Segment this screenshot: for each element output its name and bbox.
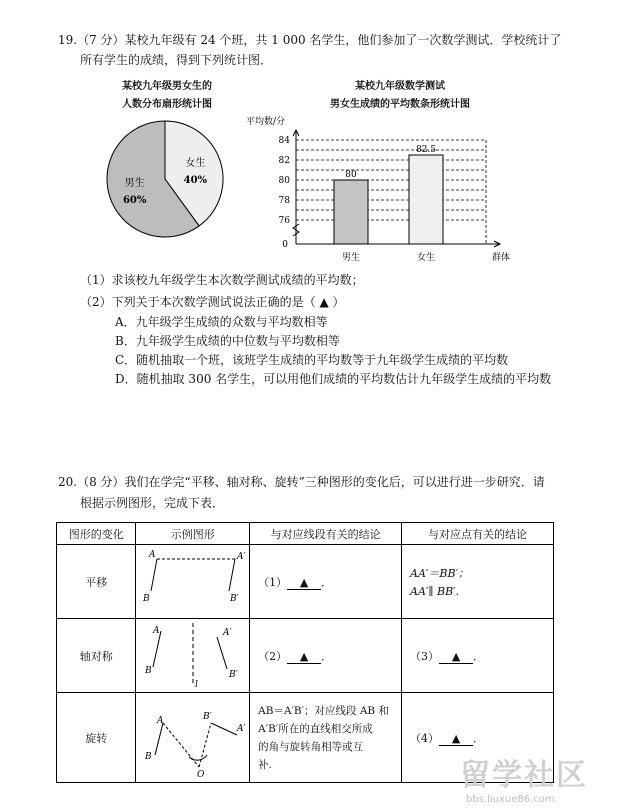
blank-1-prefix: （1） [258,575,288,589]
label-l: l [194,680,198,689]
watermark-logo-text: 留学社区 [460,758,588,793]
y-tick-label: 78 [278,196,290,206]
segment-conclusion-rotation [250,693,402,783]
rotation-text-line4: 补. [258,758,272,771]
label-B: B [144,752,152,762]
q19-sub1: （1）求该校九年级学生本次数学测试成绩的平均数； [80,273,364,287]
transform-table [56,522,554,783]
q19-option-c: C．随机抽取一个班，该班学生成绩的平均数等于九年级学生成绩的平均数 [115,353,509,367]
bar-title-line2: 男女生成绩的平均数条形统计图 [330,99,470,110]
pie-slice-name: 男生 [124,177,145,189]
y-tick-label: 76 [278,216,290,226]
bar-boys [334,180,368,244]
q19-sub2: （2）下列关于本次数学测试说法正确的是（ ▲ ） [80,295,345,309]
q20-stem-line2: 根据示例图形，完成下表． [80,496,225,510]
x-tick-label: 男生 [341,253,361,263]
pie-slice-percent: 60% [122,194,147,206]
label-A: A [156,716,164,726]
figure-reflection [136,619,250,693]
y-tick-label: 82 [278,156,290,166]
header-example-figure: 示例图形 [136,523,250,545]
label-A-prime: A′ [222,628,232,638]
label-B: B [142,594,150,604]
segment-conclusion-translation [250,545,402,619]
answer-blank-2[interactable]: ▲ [287,650,321,664]
bar-girls [409,155,443,244]
label-B-prime: B′ [202,712,212,722]
q19-option-d: D．随机抽取 300 名学生，可以用他们成绩的平均数估计九年级学生成绩的平均数 [115,372,552,386]
segment-conclusion-reflection [250,619,402,693]
rotation-figure [137,693,249,779]
q19-option-b: B．九年级学生成绩的中位数与平均数相等 [115,334,340,348]
period: ． [473,731,485,745]
point-conclusion-reflection [402,619,554,693]
q20-stem-line1: 20.（8 分）我们在学完“平移、轴对称、旋转”三种图形的变化后，可以进行进一步研究．请 [58,475,545,489]
table-row [57,545,554,619]
pie-slice-name: 女生 [185,158,206,170]
header-transform: 图形的变化 [57,523,136,545]
bar-value-label: 80 [345,170,357,180]
blank-3-prefix: （3） [410,649,440,663]
translation-figure [137,545,249,615]
label-B: B [144,666,152,676]
bar-title-line1: 某校九年级数学测试 [355,81,445,92]
figure-rotation [136,693,250,783]
label-A: A [148,550,156,560]
point-conclusion-line2: AA′∥ BB′. [410,585,460,598]
period: ． [473,649,485,663]
pie-chart [100,112,230,246]
label-B-prime: B′ [229,594,239,604]
label-A-prime: A′ [236,552,246,562]
blank-4-prefix: （4） [410,731,440,745]
pie-slice-percent: 40% [183,175,208,187]
row-name-rotation: 旋转 [57,693,136,783]
pie-title-line1: 某校九年级男女生的 [122,81,212,92]
header-segment-conclusion: 与对应线段有关的结论 [250,523,402,545]
rotation-text-line1: AB＝A′B′；对应线段 AB 和 [258,704,389,717]
x-axis-label: 群体 [492,253,511,263]
y-tick-label: 80 [278,176,290,186]
period: ． [321,575,333,589]
row-name-reflection: 轴对称 [57,619,136,693]
y-axis-label: 平均数/分 [246,117,286,127]
rotation-text-line3: 的角与旋转角相等或互 [258,740,364,753]
reflection-figure [137,619,249,689]
figure-translation [136,545,250,619]
pie-title-line2: 人数分布扇形统计图 [122,99,212,110]
blank-2-prefix: （2） [258,649,288,663]
watermark [460,750,588,805]
period: ． [321,649,333,663]
y-zero-label: 0 [282,240,288,250]
point-conclusion-translation [402,545,554,619]
label-O: O [196,770,205,779]
point-conclusion-line1: AA′＝BB′； [410,567,470,580]
answer-blank-1[interactable]: ▲ [287,576,321,590]
answer-blank-3[interactable]: ▲ [439,650,473,664]
q19-stem-line1: 19.（7 分）某校九年级有 24 个班，共 1 000 名学生，他们参加了一次数学测试．学校统计了 [58,33,562,47]
table-row [57,619,554,693]
label-A: A [152,626,160,636]
label-A-prime: A′ [236,724,246,734]
q19-stem-line2: 所有学生的成绩，得到下列统计图． [80,53,273,67]
row-name-translation: 平移 [57,545,136,619]
label-B-prime: B′ [228,670,238,680]
answer-blank-4[interactable]: ▲ [439,732,473,746]
watermark-url: bbs.liuxue86.com [466,794,555,805]
axis-break [293,224,299,236]
y-tick-label: 84 [278,136,290,146]
rotation-text-line2: A′B′所在的直线相交所成 [258,722,373,735]
header-point-conclusion: 与对应点有关的结论 [402,523,554,545]
bar-value-label: 82.5 [415,145,437,155]
table-header-row [57,523,554,545]
x-tick-label: 女生 [416,253,436,263]
q19-option-a: A．九年级学生成绩的众数与平均数相等 [115,315,328,329]
bar-chart [238,110,518,265]
